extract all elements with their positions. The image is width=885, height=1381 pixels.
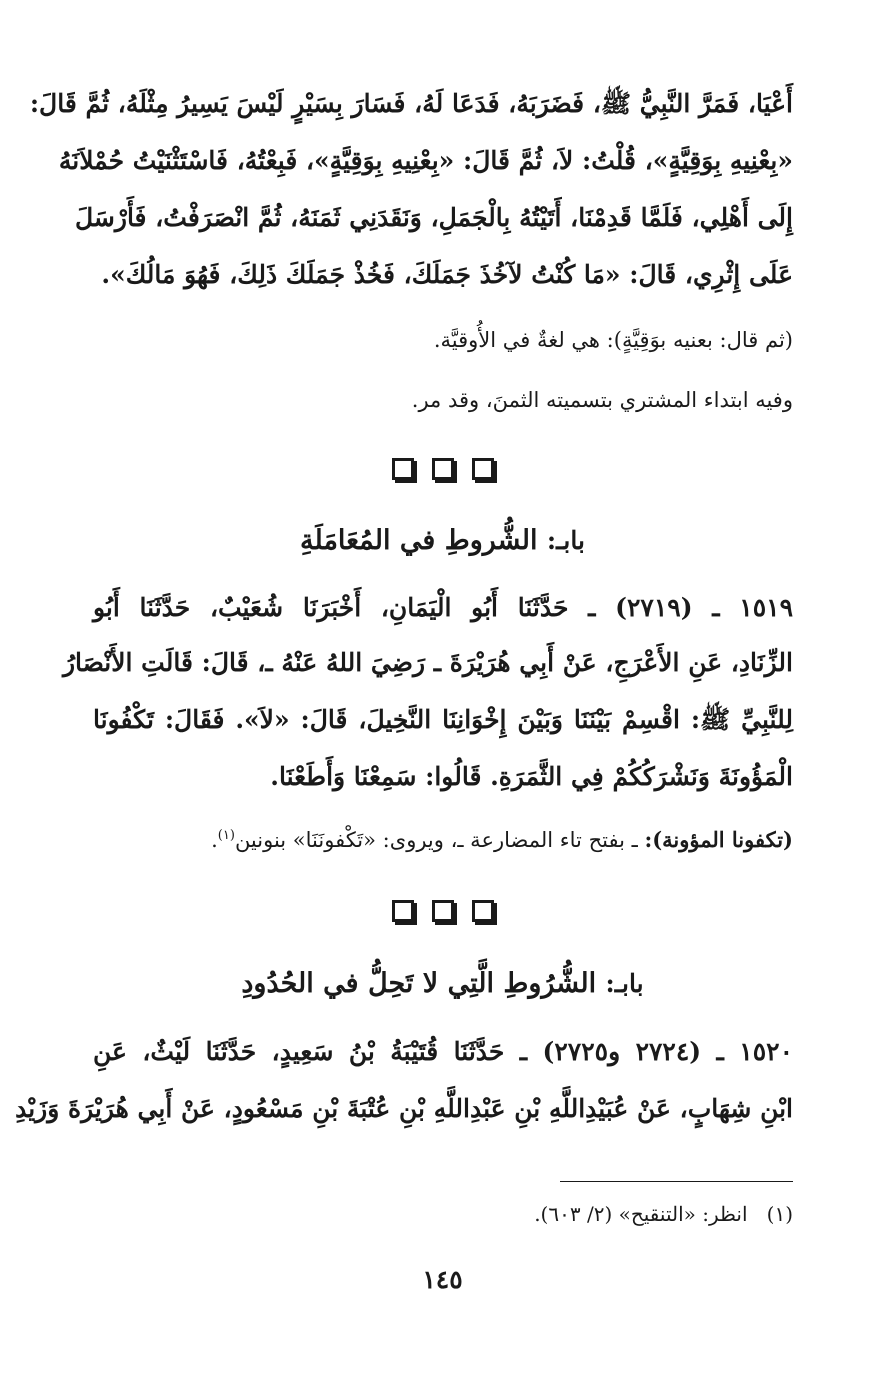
commentary-term: (تكفونا المؤونة): (644, 827, 793, 852)
square-ornament-icon (472, 458, 494, 480)
hadith-line: الْمَؤُونَةَ وَنَشْرَكُكُمْ فِي الثَّمَرَةِ. قَالُوا: سَمِعْنَا وَأَطَعْنَا. (270, 762, 793, 791)
hadith-line: أَعْيَا، فَمَرَّ النَّبِيُّ ﷺ، فَضَرَبَهُ، فَدَعَا لَهُ، فَسَارَ بِسَيْرٍ لَيْسَ يَسِيرُ مِثْلَهُ، ثُمَّ قَالَ: (29, 89, 793, 118)
chapter-heading (0, 962, 885, 1012)
section-separator (0, 900, 885, 930)
footnote-divider (560, 1181, 793, 1182)
commentary-line: (ثم قال: بعنيه بوَقِيَّةٍ): هي لغةٌ في الأُوقيَّة. (433, 328, 793, 352)
hadith-line: «بِعْنِيهِ بِوَقِيَّةٍ»، قُلْتُ: لاَ، ثُمَّ قَالَ: «بِعْنِيهِ بِوَقِيَّةٍ»، فَبِعْتُهُ، فَاسْتَثْنَيْتُ حُمْلاَنَهُ (58, 146, 793, 175)
section-separator (0, 458, 885, 488)
commentary-line (93, 818, 793, 862)
chapter-label: بابـ: (546, 526, 585, 555)
chapter-title: الشُّروطِ في المُعَامَلَةِ (300, 525, 538, 556)
square-ornament-icon (392, 900, 414, 922)
footnote-marker: (١) (766, 1202, 793, 1226)
commentary-end: . (211, 828, 218, 852)
chapter-title: الشُّرُوطِ الَّتِي لا تَحِلُّ في الحُدُودِ (241, 968, 597, 999)
hadith-line: ابْنِ شِهَابٍ، عَنْ عُبَيْدِاللَّهِ بْنِ عَبْدِاللَّهِ بْنِ عُتْبَةَ بْنِ مَسْعُودٍ، عَنْ أَبِي هُرَيْرَةَ وَزَيْدِ (15, 1094, 793, 1123)
commentary-text: ـ بفتح تاء المضارعة ـ، ويروى: «تَكْفونَنَا» بنونين (234, 828, 645, 852)
hadith-line: عَلَى إِثْرِي، قَالَ: «مَا كُنْتُ لآخُذَ جَمَلَكَ، فَخُذْ جَمَلَكَ ذَلِكَ، فَهُوَ مَالُكَ». (101, 260, 793, 289)
footnote-text: انظر: «التنقيح» (٢/ ٦٠٣). (534, 1202, 748, 1226)
square-ornament-icon (472, 900, 494, 922)
chapter-label: بابـ: (605, 969, 644, 998)
chapter-heading (0, 519, 885, 569)
square-ornament-icon (432, 458, 454, 480)
page-number: ١٤٥ (422, 1265, 463, 1294)
hadith-line: ١٥١٩ ـ (٢٧١٩) ـ حَدَّثَنَا أَبُو الْيَمَانِ، أَخْبَرَنَا شُعَيْبٌ، حَدَّثَنَا أَبُو (93, 593, 794, 622)
hadith-line: ١٥٢٠ ـ (٢٧٢٤ و٢٧٢٥) ـ حَدَّثَنَا قُتَيْبَةُ بْنُ سَعِيدٍ، حَدَّثَنَا لَيْثٌ، عَنِ (93, 1037, 794, 1066)
square-ornament-icon (392, 458, 414, 480)
hadith-line: إِلَى أَهْلِي، فَلَمَّا قَدِمْنَا، أَتَيْتُهُ بِالْجَمَلِ، وَنَقَدَنِي ثَمَنَهُ، ثُمَّ انْصَرَفْتُ، فَأَرْسَلَ (74, 203, 793, 232)
square-ornament-icon (432, 900, 454, 922)
hadith-line: لِلنَّبِيِّ ﷺ: اقْسِمْ بَيْنَنَا وَبَيْنَ إِخْوَانِنَا النَّخِيلَ، قَالَ: «لاَ». فَقَالَ: تَكْفُونَا (93, 705, 793, 734)
commentary-line: وفيه ابتداء المشتري بتسميته الثمنَ، وقد مر. (411, 388, 793, 412)
footnote-reference: (١) (217, 828, 235, 843)
footnote (93, 1199, 793, 1229)
hadith-line: الزِّنَادِ، عَنِ الأَعْرَجِ، عَنْ أَبِي هُرَيْرَةَ ـ رَضِيَ اللهُ عَنْهُ ـ، قَالَ: قَالَتِ الأَنْصَارُ (62, 648, 793, 677)
